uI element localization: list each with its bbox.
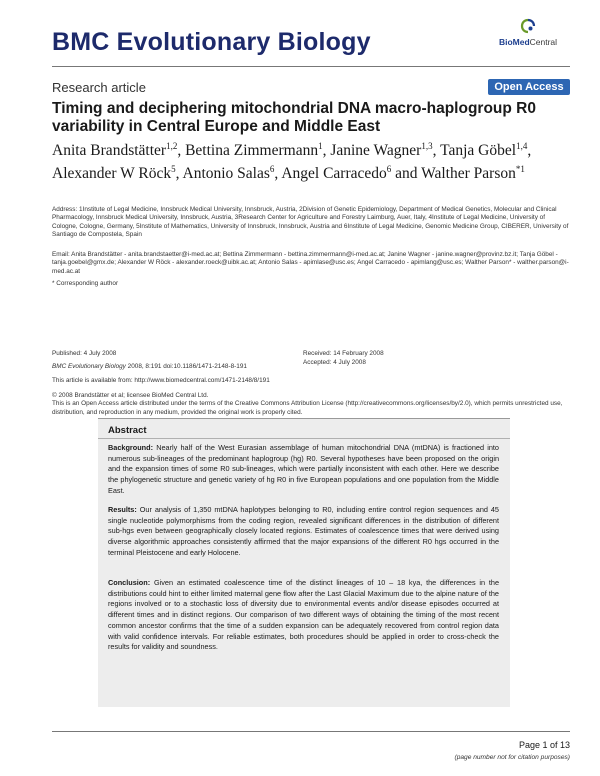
open-access-badge: Open Access [488,79,570,95]
article-type: Research article [52,80,146,95]
abstract-results: Results: Our analysis of 1,350 mtDNA haplotypes belonging to R0, including entire control region sequences and 45 single nucleotide polymorphisms from the coding region, revealed significant differences in the distribution of different sub-hgs even between geographically closely located regions. Estimates of coalescence times that were derived using diverse algorithmic approaches consistently affirmed that the major expansions of the different R0 hgs occurred in the terminal Pleistocene and early Holocene. [108,505,499,557]
citation-journal: BMC Evolutionary Biology [52,363,126,370]
author [330,142,432,159]
citation-details: 2008, 8:191 doi:10.1186/1471-2148-8-191 [125,363,247,370]
author-affiliation: 1,4 [516,141,528,151]
author-name: Antonio Salas [182,165,270,183]
affiliations: Address: 1Institute of Legal Medicine, Innsbruck Medical University, Innsbruck, Austria, 2Division of Genetic Epidemiology, Department of Medical Genetics, Molecular and Clinical Pharmacology, Innsbruck Medical University, Innsbruck, Austria, 3Research Center for Agriculture and Forestry Laimburg, Auer, Italy, 4Institute of Legal Medicine, University of Cologne, Cologne, Germany, 5Institute of Mathematics, University of Innsbruck, Innsbruck, Austria and 6Institute of Legal Medicine, Genomic Medicine Group, CIBERER, University of Santiago de Compostela, Spain [52,206,569,239]
author-name: Angel Carracedo [281,165,387,183]
author [52,165,176,182]
copyright-notice [52,392,572,417]
author-affiliation: 1,3 [421,141,433,151]
copyright-line: © 2008 Brandstätter et al; licensee BioMed Central Ltd. [52,392,209,399]
author [281,165,391,182]
article-url[interactable]: This article is available from: http://www.biomedcentral.com/1471-2148/8/191 [52,377,270,384]
author-name: Janine Wagner [330,142,422,160]
author-name: Tanja Göbel [440,142,517,160]
header-divider [52,66,570,67]
abstract-conclusion: Conclusion: Given an estimated coalescence time of the distinct lineages of 10 – 18 kya, the differences in the distributions could hint to either limited maternal gene flow after the Last Glacial Maximum due to the alpine nature of the regions involved or to a stochastic loss of diversity due to environmental events and/or disease episodes occurred at different times and in distinct regions. Our comparison of two different ways of obtaining the timing of the most recent common ancestor confirms that the time of a sudden expansion can be adequately recovered from control region data with valid confidence intervals. For reliable estimates, both procedures should be applied in order to cross-check the results for validity and soundness. [108,578,499,652]
published-date: Published: 4 July 2008 [52,350,117,357]
corresponding-author-note: * Corresponding author [52,280,119,287]
paper-title: Timing and deciphering mitochondrial DNA macro-haplogroup R0 variability in Central Europe and Middle East [52,100,536,135]
author-affiliation: 6 [386,164,392,175]
author-affiliation: 1 [318,141,323,151]
author [185,142,323,159]
page-number: Page 1 of 13 [518,740,570,750]
author [183,165,275,182]
biomed-central-logo-icon [520,18,536,34]
citation [52,363,247,371]
abstract-heading: Abstract [108,425,147,436]
publisher-logo-text: BioMedCentral [498,37,558,47]
author-affiliation: 6 [269,164,275,175]
publisher-logo[interactable] [492,18,564,56]
author-affiliation: 5 [171,164,176,175]
author-name: Bettina Zimmermann [185,142,319,160]
author-name: Walther Parson [421,165,516,183]
abstract-background: Background: Nearly half of the West Eurasian assemblage of human mitochondrial DNA (mtDNA) is fractioned into numerous sub-lineages of the predominant haplogroup (hg) R0. Several hypotheses have been proposed on the origin and the expansion times of some R0 sub-lineages, which were partially inconsistent with each other. Here we describe the phylogenetic structure and genetic variety of hg R0 in five European populations and one population from the Middle East. [108,443,499,495]
abstract-box [98,418,510,707]
author-name: Anita Brandstätter [52,142,167,160]
author-name: Alexander W Röck [52,165,172,183]
footer-divider [52,731,570,732]
abstract-divider [98,438,510,439]
author [52,142,177,159]
license-statement: This is an Open Access article distributed under the terms of the Creative Commons Attribution License (http://creativecommons.org/licenses/by/2.0), which permits unrestricted use, distribution, and reproduction in any medium, provided the original work is properly cited. [52,400,563,416]
author-emails: Email: Anita Brandstätter - anita.brandstaetter@i-med.ac.at; Bettina Zimmermann - bettina.zimmermann@i-med.ac.at; Janine Wagner - janine.wagner@provinz.bz.it; Tanja Göbel - tanja.goebel@gmx.de; Alexander W Röck - alexander.roeck@uibk.ac.at; Antonio Salas - apimlase@usc.es; Angel Carracedo - apimlang@usc.es; Walther Parson* - walther.parson@i-med.ac.at [52,251,569,275]
journal-title: BMC Evolutionary Biology [52,28,371,56]
author-list: Anita Brandstätter$^{1,2}$, Bettina Zimmermann$^1$, Janine Wagner$^{1,3}$, Tanja Göbel$^{1,4}$, Alexander W Röck$^5$, Antonio Salas$^6$, Angel Carracedo$^6$ and Walther Parson$^{*1}$ [52,141,532,183]
received-date: Received: 14 February 2008 [303,350,384,357]
author-affiliation: *1 [515,164,525,175]
accepted-date: Accepted: 4 July 2008 [303,359,366,366]
page-number-note: (page number not for citation purposes) [454,754,570,761]
author [421,165,525,182]
author-affiliation: 1,2 [166,141,178,151]
author [440,142,527,159]
